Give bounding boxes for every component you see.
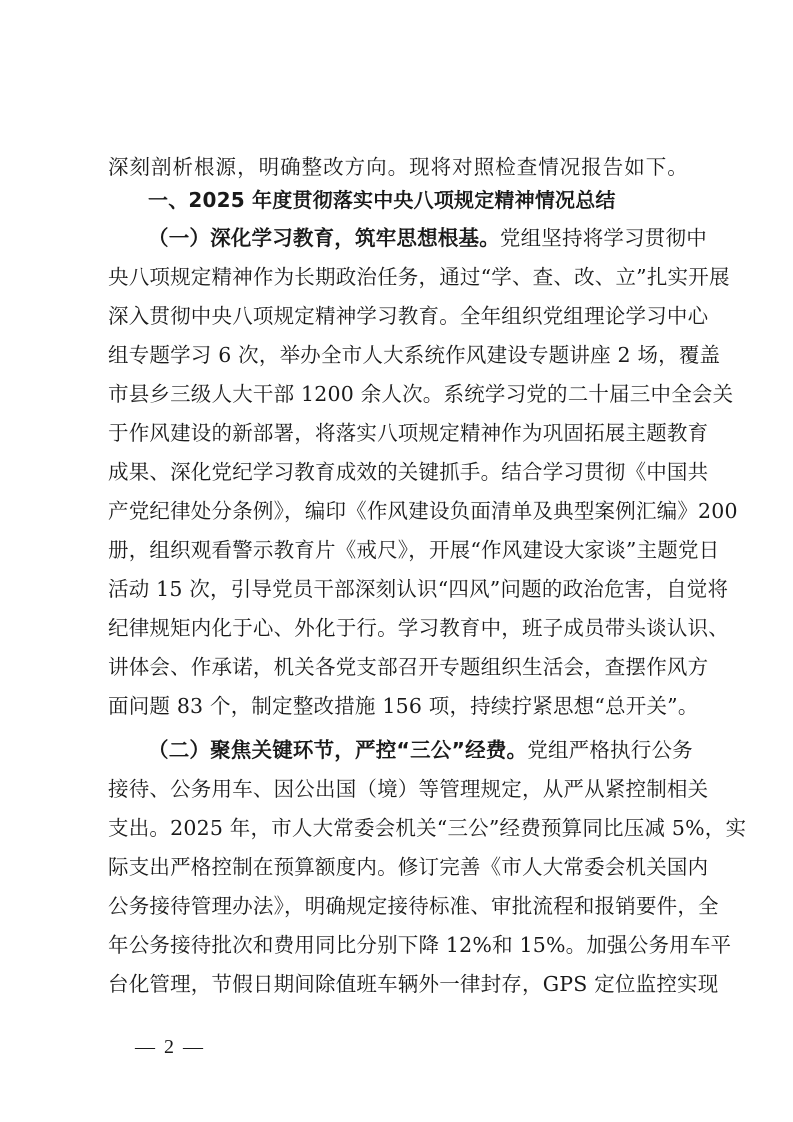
paragraph-line: 于作风建设的新部署，将落实八项规定精神作为巩固拓展主题教育 — [108, 421, 709, 445]
page-number: — 2 — — [135, 1036, 205, 1058]
paragraph-line: 年公务接待批次和费用同比分别下降 12%和 15%。加强公务用车平 — [108, 933, 732, 957]
paragraph-line: 产党纪律处分条例》，编印《作风建设负面清单及典型案例汇编》200 — [108, 499, 738, 523]
paragraph-line: 市县乡三级人大干部 1200 余人次。系统学习党的二十届三中全会关 — [108, 382, 734, 406]
paragraph-line: 深刻剖析根源，明确整改方向。现将对照检查情况报告如下。 — [108, 155, 688, 179]
paragraph-line: 册，组织观看警示教育片《戒尺》，开展“作风建设大家谈”主题党日 — [108, 538, 720, 562]
paragraph-line: 面问题 83 个，制定整改措施 156 项，持续拧紧思想“总开关”。 — [108, 694, 699, 718]
subsection-title: （一）深化学习教育，筑牢思想根基。 — [148, 226, 500, 250]
paragraph-line: 成果、深化党纪学习教育成效的关键抓手。结合学习贯彻《中国共 — [108, 460, 709, 484]
paragraph-line: 接待、公务用车、因公出国（境）等管理规定，从严从紧控制相关 — [108, 777, 709, 801]
paragraph-line: 公务接待管理办法》，明确规定接待标准、审批流程和报销要件，全 — [108, 894, 719, 918]
section-heading: 一、2025 年度贯彻落实中央八项规定精神情况总结 — [148, 188, 616, 212]
subsection-paragraph-line — [148, 733, 693, 767]
paragraph-line: 组专题学习 6 次，举办全市人大系统作风建设专题讲座 2 场，覆盖 — [108, 343, 721, 367]
paragraph-line: 支出。2025 年，市人大常委会机关“三公”经费预算同比压减 5%，实 — [108, 816, 747, 840]
paragraph-line: 活动 15 次，引导党员干部深刻认识“四风”问题的政治危害，自觉将 — [108, 577, 729, 601]
paragraph-text: 党组严格执行公务 — [527, 738, 693, 762]
paragraph-line: 际支出严格控制在预算额度内。修订完善《市人大常委会机关国内 — [108, 855, 709, 879]
subsection-title: （二）聚焦关键环节，严控“三公”经费。 — [148, 738, 528, 762]
paragraph-line: 讲体会、作承诺，机关各党支部召开专题组织生活会，查摆作风方 — [108, 655, 709, 679]
paragraph-text: 党组坚持将学习贯彻中 — [499, 226, 707, 250]
subsection-paragraph-line — [148, 221, 707, 255]
paragraph-line: 央八项规定精神作为长期政治任务，通过“学、查、改、立”扎实开展 — [108, 265, 730, 289]
paragraph-line: 台化管理，节假日期间除值班车辆外一律封存，GPS 定位监控实现 — [108, 972, 719, 996]
paragraph-line: 纪律规矩内化于心、外化于行。学习教育中，班子成员带头谈认识、 — [108, 616, 729, 640]
paragraph-line: 深入贯彻中央八项规定精神学习教育。全年组织党组理论学习中心 — [108, 304, 709, 328]
